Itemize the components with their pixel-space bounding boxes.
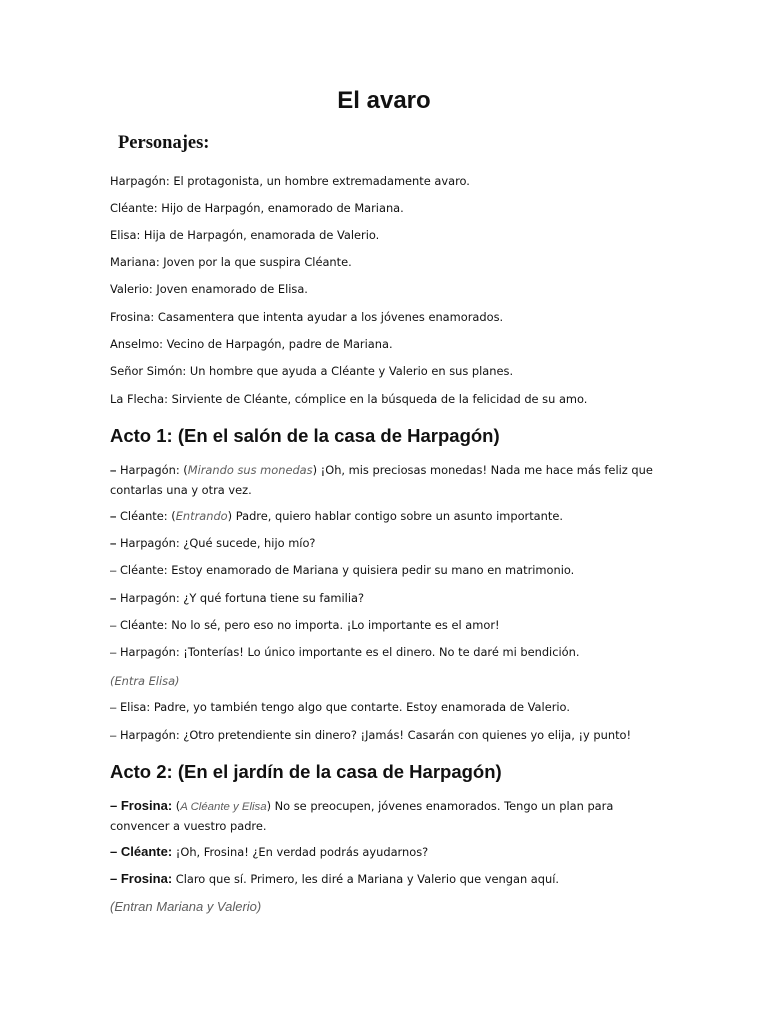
dialogue-line xyxy=(110,797,670,835)
character-entry: Anselmo: Vecino de Harpagón, padre de Mariana. xyxy=(110,337,393,351)
speaker-name: Cléante: xyxy=(119,563,168,577)
stage-direction: Mirando sus monedas xyxy=(187,463,313,477)
speaker-name: Cléante: xyxy=(119,618,168,632)
dialogue-text: ¡Tonterías! Lo único importante es el dinero. No te daré mi bendición. xyxy=(183,645,580,659)
character-entry: La Flecha: Sirviente de Cléante, cómplice en la búsqueda de la felicidad de su amo. xyxy=(110,392,588,406)
dialogue-line xyxy=(110,461,670,499)
dialogue-line xyxy=(110,589,670,609)
character-entry: Cléante: Hijo de Harpagón, enamorado de Mariana. xyxy=(110,201,404,215)
speaker-name: Cléante: xyxy=(120,844,173,859)
stage-direction: Entrando xyxy=(175,509,228,523)
stage-close-paren: ) xyxy=(227,509,233,523)
speaker-name: Frosina: xyxy=(120,798,173,813)
character-entry: Frosina: Casamentera que intenta ayudar a los jóvenes enamorados. xyxy=(110,310,504,324)
dialogue-line xyxy=(110,843,670,862)
dialogue-dash: – xyxy=(110,593,117,605)
dialogue-line xyxy=(110,507,670,527)
stage-close-paren: ) xyxy=(266,799,272,813)
dialogue-dash: – xyxy=(110,647,117,659)
character-entry: Valerio: Joven enamorado de Elisa. xyxy=(110,282,308,296)
dialogue-dash: – xyxy=(110,620,117,632)
speaker-name: Frosina: xyxy=(120,871,173,886)
dialogue-line xyxy=(110,561,670,581)
dialogue-text: Estoy enamorado de Mariana y quisiera pedir su mano en matrimonio. xyxy=(171,563,575,577)
speaker-name: Harpagón: xyxy=(119,536,180,550)
dialogue-dash: – xyxy=(110,565,117,577)
act1-heading: Acto 1: (En el salón de la casa de Harpagón) xyxy=(110,425,500,446)
character-entry: Señor Simón: Un hombre que ayuda a Cléante y Valerio en sus planes. xyxy=(110,364,514,378)
act2-heading: Acto 2: (En el jardín de la casa de Harpagón) xyxy=(110,761,502,782)
character-entry: Harpagón: El protagonista, un hombre extremadamente avaro. xyxy=(110,174,470,188)
dialogue-text: ¿Otro pretendiente sin dinero? ¡Jamás! Casarán con quienes yo elija, ¡y punto! xyxy=(183,728,632,742)
dialogue-text: ¡Oh, Frosina! ¿En verdad podrás ayudarnos? xyxy=(175,845,429,859)
stage-direction-line: (Entra Elisa) xyxy=(110,674,180,688)
speaker-name: Cléante: xyxy=(119,509,168,523)
speaker-name: Harpagón: xyxy=(119,591,180,605)
dialogue-line xyxy=(110,643,670,663)
stage-open-paren: ( xyxy=(171,509,176,523)
document-title: El avaro xyxy=(337,87,431,114)
stage-open-paren: ( xyxy=(175,799,181,813)
stage-open-paren: ( xyxy=(183,463,188,477)
stage-direction: A Cléante y Elisa xyxy=(180,801,267,813)
character-entry: Elisa: Hija de Harpagón, enamorada de Valerio. xyxy=(110,228,380,242)
dialogue-dash: – xyxy=(110,702,117,714)
dialogue-text: Padre, quiero hablar contigo sobre un asunto importante. xyxy=(235,509,563,523)
dialogue-text: ¿Qué sucede, hijo mío? xyxy=(183,536,316,550)
speaker-name: Harpagón: xyxy=(119,463,180,477)
dialogue-text: No lo sé, pero eso no importa. ¡Lo importante es el amor! xyxy=(171,618,500,632)
character-entry: Mariana: Joven por la que suspira Cléante. xyxy=(110,255,352,269)
speaker-name: Harpagón: xyxy=(119,645,180,659)
dialogue-line xyxy=(110,870,670,889)
characters-heading: Personajes: xyxy=(118,133,210,153)
dialogue-text: Claro que sí. Primero, les diré a Mariana y Valerio que vengan aquí. xyxy=(175,872,559,886)
dialogue-text: No se preocupen, jóvenes enamorados. Tengo un plan para convencer a vuestro padre. xyxy=(110,799,614,833)
speaker-name: Elisa: xyxy=(119,700,151,714)
speaker-name: Harpagón: xyxy=(119,728,180,742)
dialogue-dash: – xyxy=(110,465,117,477)
stage-close-paren: ) xyxy=(312,463,318,477)
stage-direction-line: (Entran Mariana y Valerio) xyxy=(110,899,262,914)
dialogue-dash: – xyxy=(110,538,117,550)
dialogue-text: ¡Oh, mis preciosas monedas! Nada me hace más feliz que contarlas una y otra vez. xyxy=(110,463,653,497)
dialogue-dash: – xyxy=(110,511,117,523)
dialogue-text: ¿Y qué fortuna tiene su familia? xyxy=(183,591,365,605)
dialogue-line xyxy=(110,698,670,718)
dialogue-line xyxy=(110,534,670,554)
dialogue-line xyxy=(110,726,670,746)
dialogue-line xyxy=(110,616,670,636)
dialogue-dash: – xyxy=(110,798,118,813)
dialogue-dash: – xyxy=(110,871,118,886)
dialogue-dash: – xyxy=(110,730,117,742)
dialogue-text: Padre, yo también tengo algo que contarte. Estoy enamorada de Valerio. xyxy=(153,700,570,714)
dialogue-dash: – xyxy=(110,844,118,859)
